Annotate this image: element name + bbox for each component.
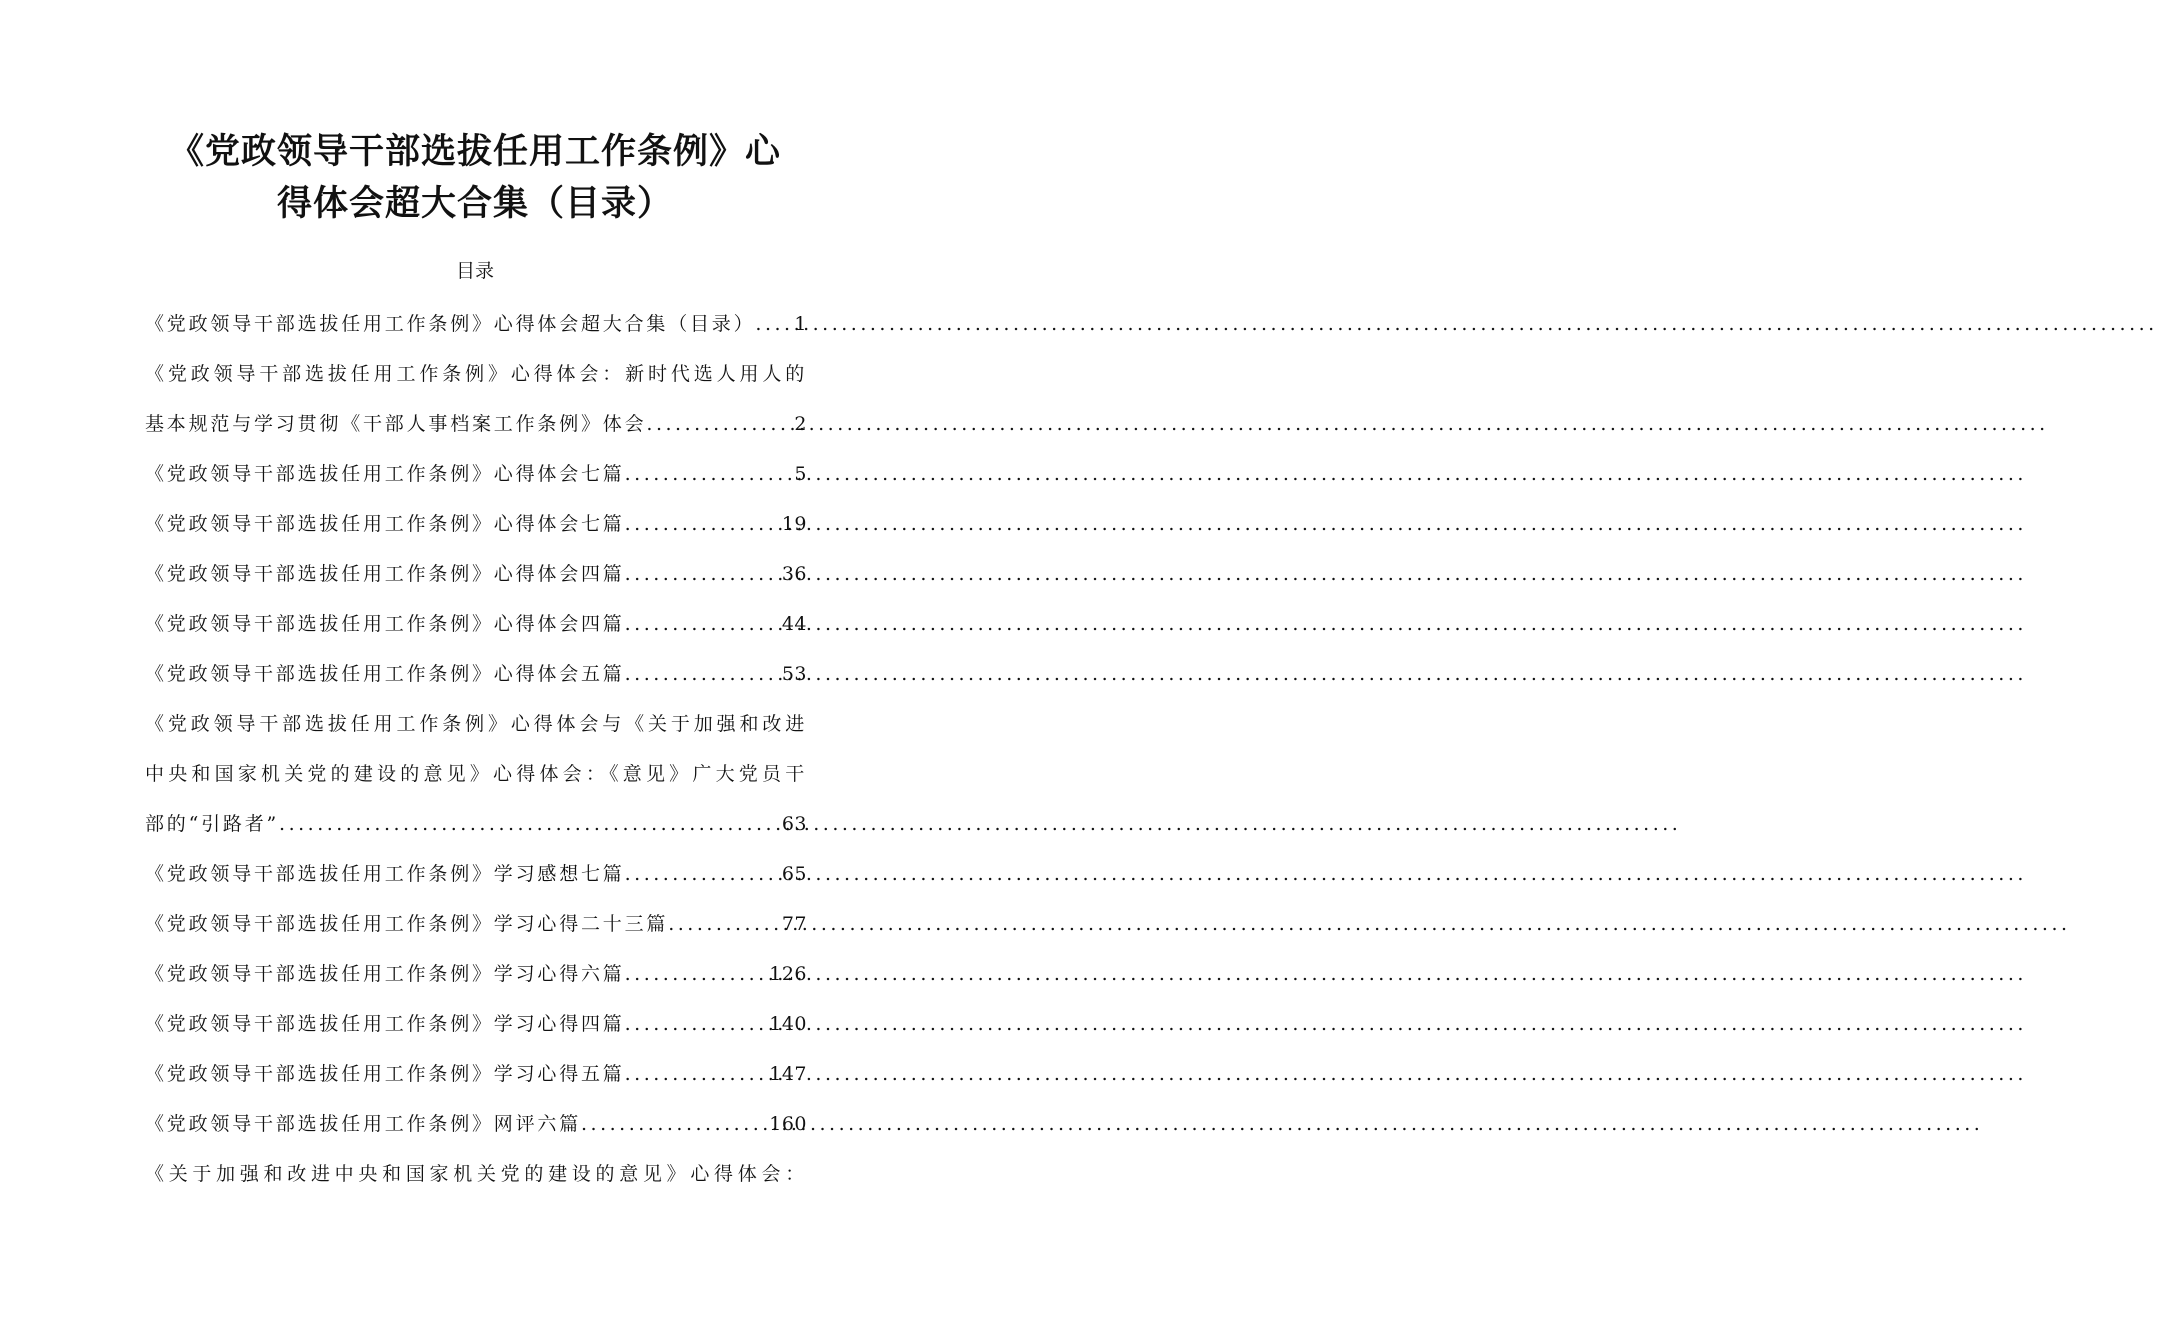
toc-entry[interactable] — [145, 756, 807, 806]
toc-entry-text: 《党政领导干部选拔任用工作条例》心得体会七篇 — [145, 463, 625, 485]
toc-entry-text: 《党政领导干部选拔任用工作条例》学习心得四篇 — [145, 1013, 625, 1035]
toc-page-number: 140 — [769, 1013, 807, 1035]
toc-entry-text: 《党政领导干部选拔任用工作条例》学习心得五篇 — [145, 1063, 625, 1085]
toc-entry[interactable] — [145, 506, 807, 556]
toc-entry[interactable] — [145, 906, 807, 956]
toc-entry[interactable] — [145, 1106, 807, 1156]
toc-leader-dots — [625, 556, 780, 592]
toc-entry-text: 《党政领导干部选拔任用工作条例》心得体会五篇 — [145, 663, 625, 685]
toc-entry[interactable] — [145, 1156, 807, 1206]
toc-entry-text: 部的“引路者” — [145, 813, 280, 835]
toc-leader-dots — [625, 956, 768, 992]
toc-entry[interactable] — [145, 856, 807, 906]
toc-leader-dots — [668, 906, 780, 942]
toc-entry[interactable] — [145, 556, 807, 606]
toc-entry[interactable] — [145, 356, 807, 406]
toc-entry[interactable] — [145, 806, 807, 856]
toc-entry[interactable] — [145, 406, 807, 456]
toc-leader-dots — [625, 606, 780, 642]
toc-leader-dots — [625, 856, 780, 892]
toc-entry[interactable] — [145, 956, 807, 1006]
title-line-1: 《党政领导干部选拔任用工作条例》心 — [168, 132, 781, 172]
toc-heading: 目录 — [455, 260, 494, 282]
toc-entry-text: 《党政领导干部选拔任用工作条例》心得体会四篇 — [145, 563, 625, 585]
toc-entry-text: 《党政领导干部选拔任用工作条例》心得体会与《关于加强和改进 — [145, 713, 807, 735]
toc-leader-dots — [625, 456, 793, 492]
toc-leader-dots — [755, 306, 792, 342]
document-page — [0, 0, 950, 1344]
toc-leader-dots — [625, 1056, 768, 1092]
toc-entry-text: 《党政领导干部选拔任用工作条例》心得体会超大合集（目录） — [145, 313, 756, 335]
toc-entry-text: 《党政领导干部选拔任用工作条例》心得体会七篇 — [145, 513, 625, 535]
title-line-2: 得体会超大合集（目录） — [276, 184, 673, 224]
toc-entry[interactable] — [145, 1006, 807, 1056]
toc-leader-dots — [625, 1006, 768, 1042]
toc-page-number: 5 — [794, 463, 807, 485]
toc-entry-text: 《党政领导干部选拔任用工作条例》学习心得二十三篇 — [145, 913, 669, 935]
toc-entry[interactable] — [145, 606, 807, 656]
toc-entry-text: 基本规范与学习贯彻《干部人事档案工作条例》体会 — [145, 413, 647, 435]
toc-page-number: 77 — [781, 913, 807, 935]
toc-page-number: 126 — [769, 963, 807, 985]
toc-leader-dots — [581, 1106, 767, 1142]
table-of-contents — [145, 306, 807, 1206]
toc-page-number: 44 — [781, 613, 807, 635]
toc-entry-text: 《党政领导干部选拔任用工作条例》网评六篇 — [145, 1113, 582, 1135]
toc-page-number: 53 — [781, 663, 807, 685]
toc-page-number: 2 — [794, 413, 807, 435]
toc-entry[interactable] — [145, 1056, 807, 1106]
toc-leader-dots — [625, 506, 780, 542]
toc-page-number: 1 — [794, 313, 807, 335]
toc-entry-text: 《关于加强和改进中央和国家机关党的建设的意见》心得体会： — [145, 1163, 807, 1185]
toc-page-number: 160 — [769, 1113, 807, 1135]
toc-entry-text: 《党政领导干部选拔任用工作条例》心得体会四篇 — [145, 613, 625, 635]
toc-page-number: 63 — [781, 813, 807, 835]
toc-leader-dots — [625, 656, 780, 692]
toc-entry[interactable] — [145, 706, 807, 756]
toc-entry[interactable] — [145, 306, 807, 356]
toc-entry[interactable] — [145, 456, 807, 506]
toc-entry-text: 《党政领导干部选拔任用工作条例》学习感想七篇 — [145, 863, 625, 885]
toc-entry-text: 《党政领导干部选拔任用工作条例》学习心得六篇 — [145, 963, 625, 985]
toc-entry-text: 中央和国家机关党的建设的意见》心得体会：《意见》广大党员干 — [145, 763, 807, 785]
toc-leader-dots — [646, 406, 792, 442]
toc-page-number: 36 — [781, 563, 807, 585]
toc-page-number: 147 — [769, 1063, 807, 1085]
toc-page-number: 65 — [781, 863, 807, 885]
toc-page-number: 19 — [781, 513, 807, 535]
toc-entry[interactable] — [145, 656, 807, 706]
document-title — [120, 126, 830, 230]
toc-entry-text: 《党政领导干部选拔任用工作条例》心得体会：新时代选人用人的 — [145, 363, 807, 385]
toc-leader-dots — [279, 806, 780, 842]
